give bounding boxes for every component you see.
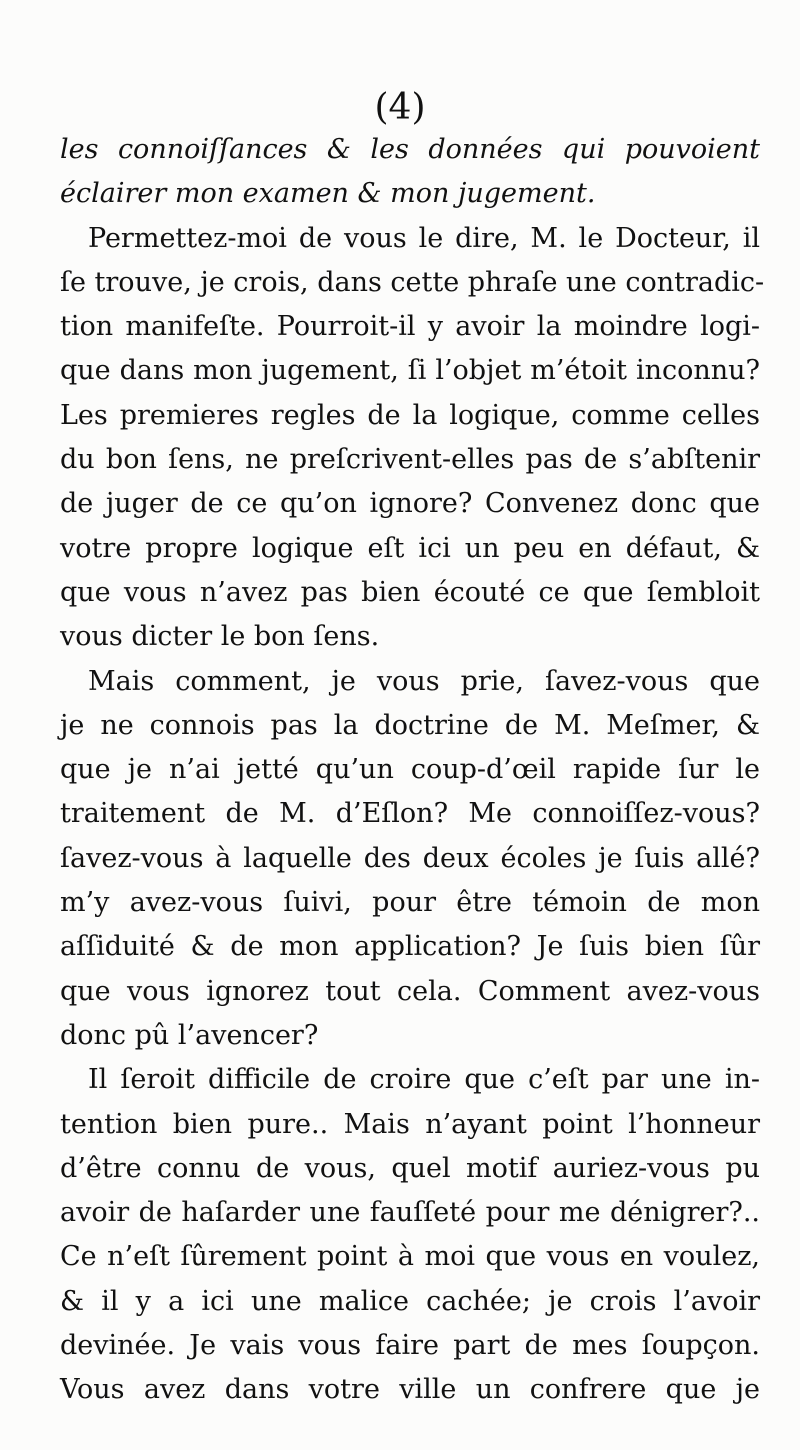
text-line: m’y avez-vous ſuivi, pour être témoin de mon bbox=[60, 887, 760, 919]
text-line: éclairer mon examen & mon jugement. bbox=[60, 178, 596, 210]
text-line: Permettez-moi de vous le dire, M. le Docteur, il bbox=[88, 222, 760, 254]
text-line: traitement de M. d’Eſlon? Me connoiſſez-vous? bbox=[60, 798, 760, 830]
page-number: (4) bbox=[374, 87, 426, 128]
text-line: avoir de haſarder une fauſſeté pour me dénigrer?.. bbox=[60, 1197, 760, 1229]
text-line: aſſiduité & de mon application? Je ſuis bien ſûr bbox=[60, 931, 760, 963]
text-line: les connoiſſances & les données qui pouvoient bbox=[60, 134, 760, 165]
text-line: du bon ſens, ne preſcrivent-elles pas de s’abſtenir bbox=[60, 444, 760, 476]
text-line: que je n’ai jetté qu’un coup-d’œil rapide ſur le bbox=[60, 754, 760, 786]
text-line: Il ſeroit difficile de croire que c’eſt par une in- bbox=[88, 1064, 760, 1096]
text-line: Mais comment, je vous prie, ſavez-vous que bbox=[88, 665, 760, 697]
text-line: Ce n’eſt ſûrement point à moi que vous en voulez, bbox=[60, 1241, 760, 1273]
text-line: d’être connu de vous, quel motif auriez-vous pu bbox=[60, 1152, 760, 1184]
text-line: ſe trouve, je crois, dans cette phraſe une contradic- bbox=[60, 266, 765, 298]
text-line: que vous n’avez pas bien écouté ce que ſembloit bbox=[60, 576, 760, 608]
text-line: vous dicter le bon ſens. bbox=[60, 621, 380, 653]
text-line: & il y a ici une malice cachée; je crois l’avoir bbox=[60, 1285, 760, 1317]
text-line: que dans mon jugement, ſi l’objet m’étoit inconnu? bbox=[60, 355, 760, 387]
text-line: Les premieres regles de la logique, comme celles bbox=[60, 399, 760, 431]
text-line: Vous avez dans votre ville un confrere que je bbox=[60, 1374, 760, 1406]
text-line: tion manifeſte. Pourroit-il y avoir la moindre logi- bbox=[60, 311, 760, 343]
text-line: votre propre logique eſt ici un peu en défaut, & bbox=[60, 532, 760, 564]
body-text bbox=[60, 128, 765, 1413]
text-line: que vous ignorez tout cela. Comment avez-vous bbox=[60, 975, 760, 1007]
text-line: tention bien pure.. Mais n’ayant point l’honneur bbox=[60, 1108, 760, 1140]
text-line: donc pû l’avencer? bbox=[60, 1019, 319, 1051]
text-line: devinée. Je vais vous faire part de mes ſoupçon. bbox=[60, 1330, 760, 1362]
text-line: ſavez-vous à laquelle des deux écoles je ſuis allé? bbox=[60, 842, 760, 874]
text-line: je ne connois pas la doctrine de M. Meſmer, & bbox=[60, 709, 760, 741]
text-line: de juger de ce qu’on ignore? Convenez donc que bbox=[60, 488, 760, 520]
